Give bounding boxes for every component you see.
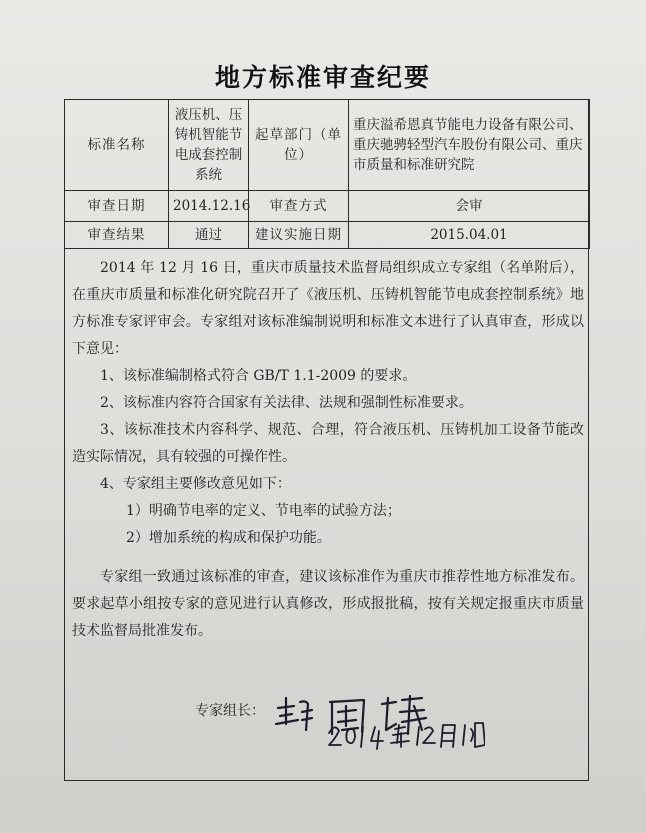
impl-date-value: 2015.04.01 — [349, 222, 590, 249]
review-method-label: 审查方式 — [249, 191, 349, 222]
intro-paragraph: 2014 年 12 月 16 日，重庆市质量技术监督局组织成立专家组（名单附后），在重庆市质量和标准化研究院召开了《液压机、压铸机智能节电成套控制系统》地方标准专家评审会。专家组对该标准编制说明和标准文本进行了认真审查，形成以下意见： — [72, 260, 584, 357]
table-row — [65, 100, 590, 191]
page-title: 地方标准审查纪要 — [214, 63, 431, 92]
table-row — [65, 191, 590, 222]
drafting-dept-label: 起草部门（单位） — [249, 100, 349, 191]
review-method-value: 会审 — [349, 191, 590, 222]
revision-item-1: 1）明确节电率的定义、节电率的试验方法； — [126, 503, 401, 519]
review-result-label: 审查结果 — [65, 222, 169, 249]
impl-date-label: 建议实施日期 — [249, 222, 349, 249]
opinion-point-2: 2、该标准内容符合国家有关法律、法规和强制性标准要求。 — [100, 395, 473, 411]
table-row — [65, 222, 590, 249]
revision-item-2: 2）增加系统的构成和保护功能。 — [126, 530, 331, 546]
review-date-value: 2014.12.16 — [169, 191, 249, 222]
opinion-point-3: 3、该标准技术内容科学、规范、合理，符合液压机、压铸机加工设备节能改造实际情况，具有较强的可操作性。 — [72, 422, 584, 465]
review-opinion-body — [72, 255, 584, 552]
standard-name-value: 液压机、压铸机智能节电成套控制系统 — [169, 100, 249, 191]
handwritten-date — [325, 715, 485, 755]
review-info-table — [64, 99, 590, 249]
drafting-dept-value: 重庆溢希恩真节能电力设备有限公司、重庆驰骋轻型汽车股份有限公司、重庆市质量和标准研究院 — [349, 100, 590, 191]
review-result-value: 通过 — [169, 222, 249, 249]
signature-label: 专家组长： — [195, 703, 265, 719]
opinion-point-1: 1、该标准编制格式符合 GB/T 1.1-2009 的要求。 — [100, 368, 417, 384]
closing-paragraph: 专家组一致通过该标准的审查，建议该标准作为重庆市推荐性地方标准发布。要求起草小组按专家的意见进行认真修改，形成报批稿，按有关规定报重庆市质量技术监督局批准发布。 — [72, 569, 584, 639]
standard-name-label: 标准名称 — [65, 100, 169, 191]
opinion-point-4: 4、专家组主要修改意见如下： — [100, 476, 291, 492]
closing-paragraph-block — [72, 564, 584, 645]
review-date-label: 审查日期 — [65, 191, 169, 222]
